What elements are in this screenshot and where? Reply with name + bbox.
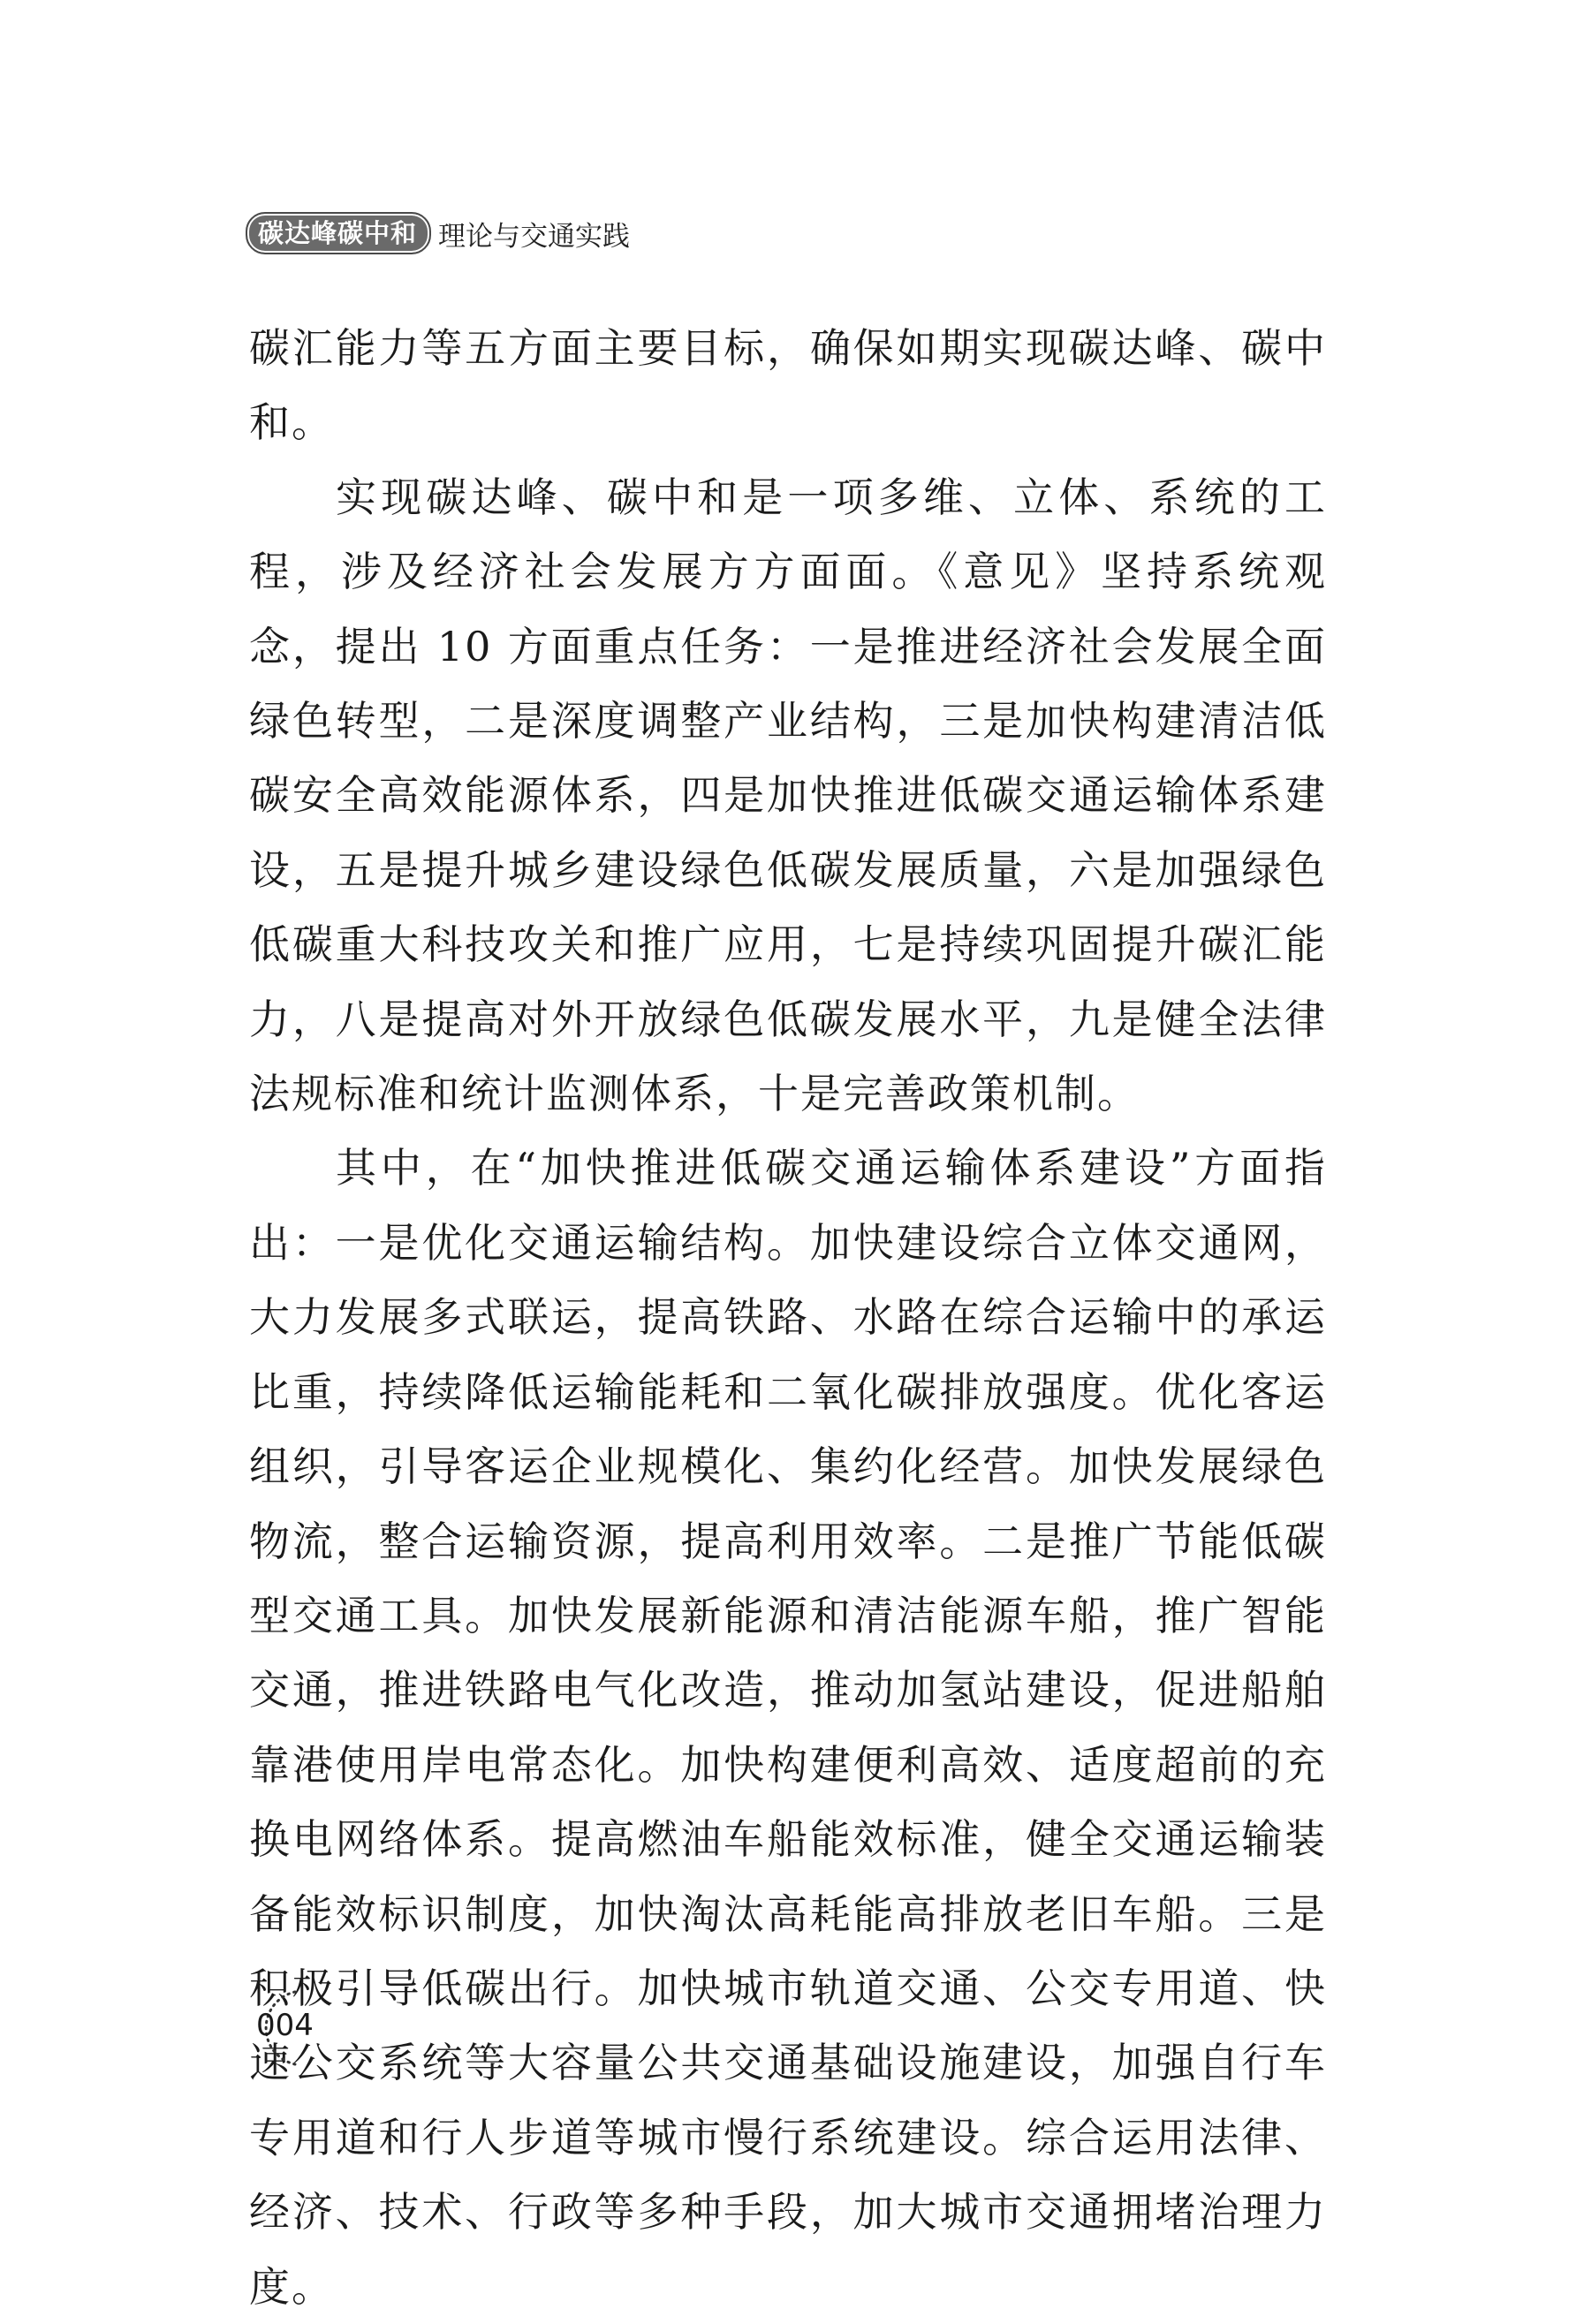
book-subtitle: 理论与交通实践 — [438, 220, 631, 253]
paragraph-key-tasks: 实现碳达峰、碳中和是一项多维、立体、系统的工程，涉及经济社会发展方方面面。《意见》坚持系统观念，提出 10 方面重点任务：一是推进经济社会发展全面绿色转型，二是深度调整产业结构，三是加快构建清洁低碳安全高效能源体系，四是加快推进低碳交通运输体系建设，五是提升城乡建设绿色低碳发展质量，六是加强绿色低碳重大科技攻关和推广应用，七是持续巩固提升碳汇能力，八是提高对外开放绿色低碳发展水平，九是健全法律法规标准和统计监测体系，十是完善政策机制。 — [249, 473, 1327, 1118]
running-header — [246, 212, 630, 254]
series-badge: 碳达峰碳中和 — [246, 212, 431, 254]
paragraph-continuation: 碳汇能力等五方面主要目标，确保如期实现碳达峰、碳中和。 — [249, 324, 1327, 447]
page-folio — [249, 1983, 329, 2071]
body-text — [249, 311, 1327, 2324]
paragraph-low-carbon-transport: 其中，在“加快推进低碳交通运输体系建设”方面指出：一是优化交通运输结构。加快建设综合立体交通网，大力发展多式联运，提高铁路、水路在综合运输中的承运比重，持续降低运输能耗和二氧化碳排放强度。优化客运组织，引导客运企业规模化、集约化经营。加快发展绿色物流，整合运输资源，提高利用效率。二是推广节能低碳型交通工具。加快发展新能源和清洁能源车船，推广智能交通，推进铁路电气化改造，推动加氢站建设，促进船舶靠港使用岸电常态化。加快构建便利高效、适度超前的充换电网络体系。提高燃油车船能效标准，健全交通运输装备能效标识制度，加快淘汰高耗能高排放老旧车船。三是积极引导低碳出行。加快城市轨道交通、公交专用道、快速公交系统等大容量公共交通基础设施建设，加强自行车专用道和行人步道等城市慢行系统建设。综合运用法律、经济、技术、行政等多种手段，加大城市交通拥堵治理力度。 — [249, 1144, 1327, 2311]
page-number: 004 — [256, 2008, 314, 2043]
